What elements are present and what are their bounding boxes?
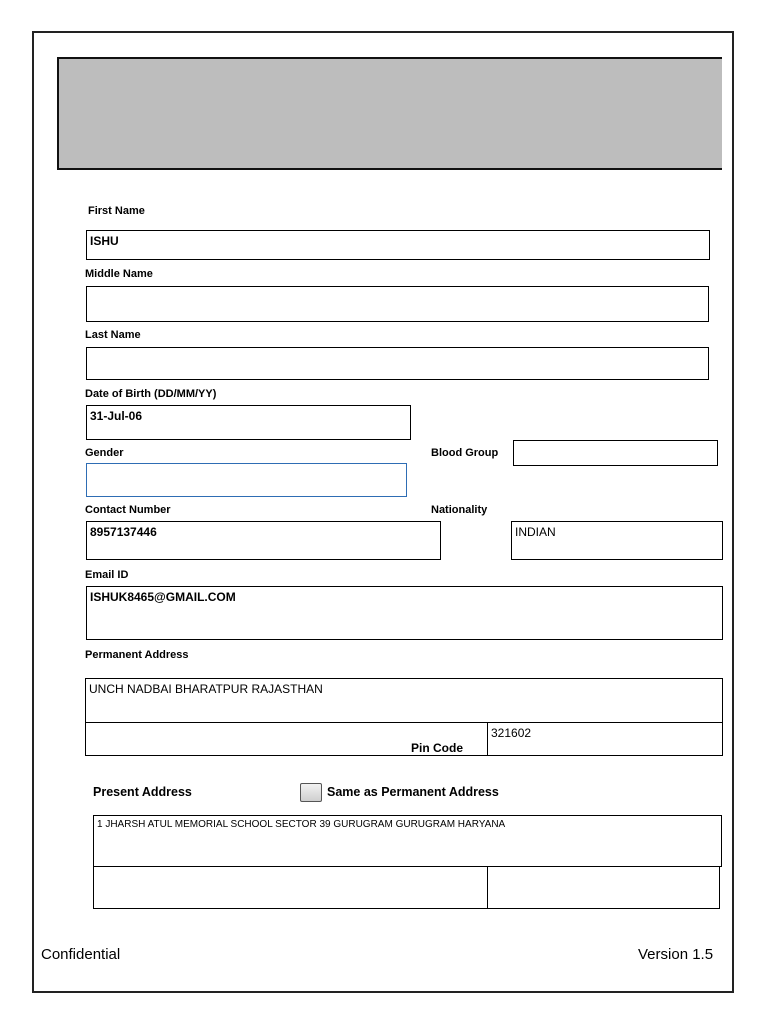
- dob-field[interactable]: 31-Jul-06: [86, 405, 411, 440]
- present-pin-code-field[interactable]: [487, 866, 720, 909]
- permanent-address-label: Permanent Address: [85, 649, 189, 661]
- pin-code-field[interactable]: 321602: [487, 722, 723, 756]
- footer-version: Version 1.5: [638, 946, 714, 963]
- permanent-address-line2[interactable]: [85, 722, 402, 756]
- email-label: Email ID: [85, 569, 129, 581]
- nationality-label: Nationality: [431, 504, 488, 516]
- footer-confidential: Confidential: [41, 946, 121, 963]
- present-address-label: Present Address: [93, 785, 192, 799]
- first-name-field[interactable]: ISHU: [86, 230, 710, 260]
- middle-name-label: Middle Name: [85, 268, 153, 280]
- blood-group-label: Blood Group: [431, 447, 499, 459]
- same-as-permanent-label: Same as Permanent Address: [327, 785, 499, 799]
- form-header-banner: [57, 57, 722, 170]
- middle-name-field[interactable]: [86, 286, 709, 322]
- same-as-permanent-checkbox[interactable]: [300, 783, 322, 802]
- permanent-address-line1[interactable]: UNCH NADBAI BHARATPUR RAJASTHAN: [85, 678, 723, 723]
- gender-field[interactable]: [86, 463, 407, 497]
- contact-number-field[interactable]: 8957137446: [86, 521, 441, 560]
- contact-number-label: Contact Number: [85, 504, 171, 516]
- email-field[interactable]: ISHUK8465@GMAIL.COM: [86, 586, 723, 640]
- gender-label: Gender: [85, 447, 124, 459]
- first-name-label: First Name: [88, 205, 145, 217]
- nationality-field[interactable]: INDIAN: [511, 521, 723, 560]
- last-name-label: Last Name: [85, 329, 141, 341]
- dob-label: Date of Birth (DD/MM/YY): [85, 388, 217, 400]
- pin-code-label: Pin Code: [411, 741, 464, 755]
- present-address-line1[interactable]: 1 JHARSH ATUL MEMORIAL SCHOOL SECTOR 39 GURUGRAM GURUGRAM HARYANA: [93, 815, 722, 867]
- last-name-field[interactable]: [86, 347, 709, 380]
- blood-group-field[interactable]: [513, 440, 718, 466]
- present-address-line2[interactable]: [93, 866, 488, 909]
